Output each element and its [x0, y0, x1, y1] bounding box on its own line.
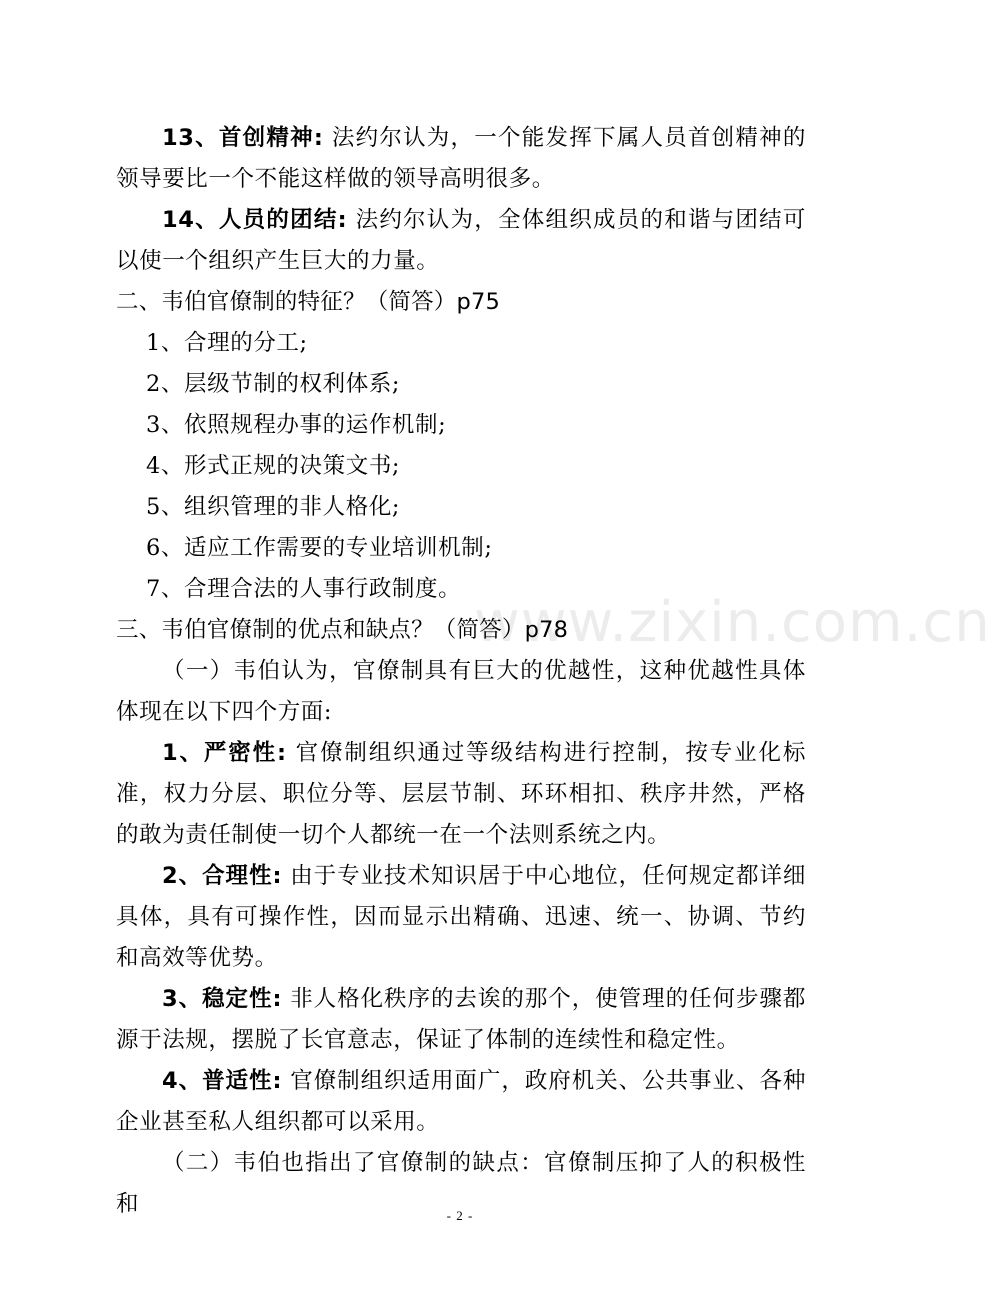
section-3-heading: 三、韦伯官僚制的优点和缺点？（简答）p78: [116, 617, 569, 643]
watermark: www.zixin.com.cn: [474, 590, 991, 655]
list-item: 6、适应工作需要的专业培训机制;: [146, 535, 493, 561]
document-body: [116, 118, 806, 1225]
point-strictness: [116, 733, 806, 856]
paragraph-14-label: 14、人员的团结:: [162, 207, 348, 233]
paragraph-14-text: 法约尔认为，全体组织成员的和谐与团结可以使一个组织产生巨大的力量。: [116, 207, 806, 274]
list-item: 7、合理合法的人事行政制度。: [146, 576, 462, 602]
section-3-intro: （一）韦伯认为，官僚制具有巨大的优越性，这种优越性具体体现在以下四个方面:: [116, 658, 806, 725]
point-text: 非人格化秩序的去诶的那个，使管理的任何步骤都源于法规，摆脱了长官意志，保证了体制的连续性和稳定性。: [116, 986, 807, 1053]
point-label: 2、合理性:: [162, 863, 283, 889]
point-text: 官僚制组织通过等级结构进行控制，按专业化标准，权力分层、职位分等、层层节制、环环相扣、秩序井然，严格的敢为责任制使一切个人都统一在一个法则系统之内。: [116, 740, 806, 848]
paragraph-13-label: 13、首创精神:: [162, 125, 324, 151]
list-item: 4、形式正规的决策文书;: [146, 453, 401, 479]
point-rationality: [116, 856, 806, 979]
point-text: 由于专业技术知识居于中心地位，任何规定都详细具体，具有可操作性，因而显示出精确、迅速、统一、协调、节约和高效等优势。: [116, 863, 807, 971]
point-label: 1、严密性:: [162, 740, 287, 766]
point-label: 4、普适性:: [162, 1068, 283, 1094]
list-item: 3、依照规程办事的运作机制;: [146, 412, 447, 438]
list-item: 5、组织管理的非人格化;: [146, 494, 401, 520]
section-3-drawbacks: （二）韦伯也指出了官僚制的缺点：官僚制压抑了人的积极性和: [116, 1150, 806, 1217]
paragraph-13-text: 法约尔认为，一个能发挥下属人员首创精神的领导要比一个不能这样做的领导高明很多。: [116, 125, 806, 192]
list-item: 1、合理的分工;: [146, 330, 308, 356]
paragraph-13: [116, 118, 806, 200]
paragraph-14: [116, 200, 806, 282]
section-2-heading: 二、韦伯官僚制的特征？（简答）p75: [116, 289, 501, 315]
point-text: 官僚制组织适用面广，政府机关、公共事业、各种企业甚至私人组织都可以采用。: [116, 1068, 807, 1135]
point-label: 3、稳定性:: [162, 986, 283, 1012]
list-item: 2、层级节制的权利体系;: [146, 371, 401, 397]
point-universality: [116, 1061, 806, 1143]
point-stability: [116, 979, 806, 1061]
page-number: - 2 -: [446, 1208, 474, 1223]
